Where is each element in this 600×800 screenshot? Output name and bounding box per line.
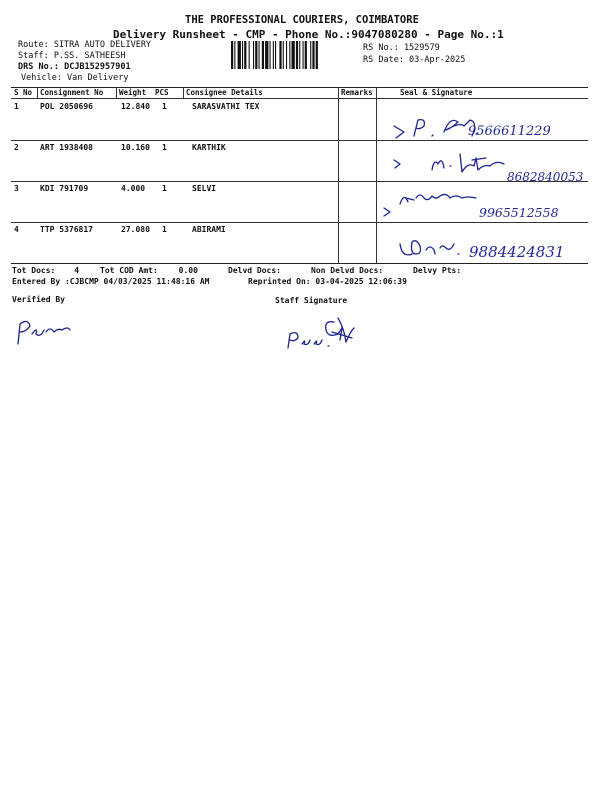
rs-number: RS No.: 1529579 [363,43,440,53]
th-sno: S No [14,88,33,97]
staff-signature [284,310,364,354]
cell-consignee: SARASVATHI TEX [192,102,260,111]
barcode-bar [310,41,311,69]
barcode-bar [303,41,304,69]
rs-date: RS Date: 03-Apr-2025 [363,55,466,65]
delvd-docs-label: Delvd Docs: [228,266,281,275]
row1-phone: 9566611229 [468,124,551,139]
barcode-bar [275,41,276,69]
table-header-divider [11,98,588,99]
cell-consignee: ABIRAMI [192,225,226,234]
entered-by: Entered By :CJBCMP 04/03/2025 11:48:16 AM [12,277,210,286]
cell-pcs: 1 [162,143,167,152]
company-title: THE PROFESSIONAL COURIERS, COIMBATORE [185,14,419,26]
cell-weight: 10.160 [121,143,150,152]
col-divider [116,87,117,98]
barcode-bar [312,41,314,69]
cell-sno: 4 [14,225,19,234]
verifier-signature [14,316,74,348]
col-divider [376,87,377,263]
row3-phone: 9965512558 [479,205,559,220]
barcode-bar [234,41,235,69]
cell-consignment: ART 1938408 [40,143,93,152]
barcode-bar [253,41,254,69]
th-weight: Weight [119,88,147,97]
route-text: Route: SITRA AUTO DELIVERY [18,40,152,50]
barcode-bar [286,41,287,69]
staff-text: Staff: P.SS. SATHEESH [18,51,126,61]
th-consignee: Consignee Details [186,88,263,97]
row4-phone: 9884424831 [469,243,565,261]
barcode-bar [249,41,250,69]
cell-consignment: POL 2050696 [40,102,93,111]
barcode-bar [305,41,307,69]
vehicle-text: Vehicle: Van Delivery [21,73,129,83]
staff-signature-label: Staff Signature [275,296,348,305]
tot-cod-label: Tot COD Amt: [100,266,158,275]
cell-sno: 1 [14,102,19,111]
cell-pcs: 1 [162,102,167,111]
row4-signature [398,234,470,262]
th-remarks: Remarks [341,88,373,97]
barcode-bar [292,41,295,69]
row-divider [11,181,588,182]
row2-phone: 8682840053 [507,170,584,184]
runsheet-title: Delivery Runsheet - CMP - Phone No.:9047080280 - Page No.:1 [113,28,504,41]
cell-pcs: 1 [162,225,167,234]
cell-sno: 2 [14,143,19,152]
tot-cod-value: 0.00 [178,266,198,275]
barcode-bar [296,41,298,69]
row3-signature [380,188,490,218]
col-divider [37,87,38,98]
delvy-pts-label: Delvy Pts: [413,266,462,275]
cell-consignee: KARTHIK [192,143,226,152]
tot-docs-label: Tot Docs: [12,266,56,275]
barcode-bar [273,41,274,69]
row-divider [11,222,588,223]
tot-docs-value: 4 [74,266,80,275]
th-seal-signature: Seal & Signature [400,88,473,97]
barcode-bar [283,41,284,69]
th-consignment: Consignment No [40,88,104,97]
verified-by-label: Verified By [12,295,65,304]
barcode-bar [255,41,257,69]
reprinted-on: Reprinted On: 03-04-2025 12:06:39 [248,277,407,286]
cell-weight: 27.080 [121,225,150,234]
barcode-bar [231,41,233,69]
barcode-bar [238,41,241,69]
barcode-bar [270,41,271,69]
barcode-bar [279,41,281,69]
non-delvd-docs-label: Non Delvd Docs: [311,266,384,275]
barcode-bar [265,41,268,69]
col-divider [183,87,184,98]
cell-weight: 12.840 [121,102,150,111]
cell-consignment: KDI 791709 [40,184,89,193]
barcode [231,41,347,69]
drs-number [18,62,131,72]
cell-consignment: TTP 5376817 [40,225,93,234]
th-pcs: PCS [155,88,169,97]
cell-pcs: 1 [162,184,167,193]
barcode-bar [259,41,260,69]
barcode-bar [262,41,264,69]
barcode-bar [316,41,318,69]
barcode-bar [299,41,300,69]
cell-weight: 4.000 [121,184,146,193]
drs-value: DCJB152957901 [64,62,131,72]
cell-sno: 3 [14,184,19,193]
barcode-bar [242,41,243,69]
cell-consignee: SELVI [192,184,217,193]
drs-label: DRS No.: [18,62,59,72]
barcode-bar [244,41,246,69]
tot-cod [100,266,198,275]
col-divider [338,87,339,263]
barcode-bar [289,41,290,69]
tot-docs [12,266,79,275]
